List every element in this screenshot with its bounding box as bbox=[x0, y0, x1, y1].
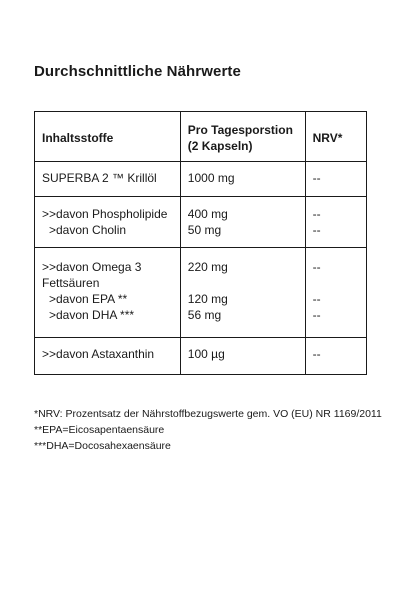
amount-value: 100 µg bbox=[187, 347, 225, 361]
nrv-cell bbox=[305, 248, 366, 338]
nrv-value: -- bbox=[312, 171, 321, 185]
ingredient-name: >>davon Phospholipide bbox=[42, 207, 168, 221]
spacer bbox=[313, 275, 359, 291]
table-row bbox=[35, 197, 367, 248]
ingredient-cell bbox=[35, 197, 181, 248]
nrv-cell bbox=[305, 338, 366, 375]
ingredient-name: >>davon Omega 3 Fettsäuren bbox=[42, 260, 142, 290]
amount-value: 1000 mg bbox=[187, 171, 235, 185]
nrv-value: -- bbox=[312, 292, 321, 306]
table-header-row bbox=[35, 112, 367, 162]
header-daily-portion bbox=[180, 112, 305, 162]
amount-cell bbox=[180, 338, 305, 375]
ingredient-cell bbox=[35, 162, 181, 197]
nrv-cell bbox=[305, 162, 366, 197]
ingredient-cell bbox=[35, 248, 181, 338]
nrv-cell bbox=[305, 197, 366, 248]
header-nrv: NRV* bbox=[305, 112, 366, 162]
ingredient-cell bbox=[35, 338, 181, 375]
ingredient-name: SUPERBA 2 ™ Krillöl bbox=[42, 171, 157, 185]
footnote-nrv: *NRV: Prozentsatz der Nährstoffbezugswerte gem. VO (EU) NR 1169/2011 bbox=[34, 408, 382, 420]
nrv-value: -- bbox=[312, 347, 321, 361]
amount-cell bbox=[180, 248, 305, 338]
ingredient-name: >davon DHA *** bbox=[49, 308, 135, 322]
ingredient-name: >davon EPA ** bbox=[49, 292, 128, 306]
amount-value: 400 mg bbox=[187, 207, 228, 221]
amount-cell bbox=[180, 162, 305, 197]
amount-value: 220 mg bbox=[187, 260, 228, 274]
page-title: Durchschnittliche Nährwerte bbox=[34, 63, 241, 80]
table-row bbox=[35, 338, 367, 375]
header-daily-portion-line1: Pro Tagesporstion bbox=[187, 123, 293, 137]
amount-value: 56 mg bbox=[187, 308, 222, 322]
nrv-value: -- bbox=[312, 260, 321, 274]
table-row bbox=[35, 162, 367, 197]
table-row bbox=[35, 248, 367, 338]
header-ingredients: Inhaltsstoffe bbox=[35, 112, 181, 162]
footnote-epa: **EPA=Eicosapentaensäure bbox=[34, 424, 165, 436]
ingredient-name: >davon Cholin bbox=[49, 223, 127, 237]
nrv-value: -- bbox=[312, 223, 321, 237]
footnote-dha: ***DHA=Docosahexaensäure bbox=[34, 440, 171, 452]
nrv-value: -- bbox=[312, 207, 321, 221]
nrv-value: -- bbox=[312, 308, 321, 322]
amount-cell bbox=[180, 197, 305, 248]
ingredient-name: >>davon Astaxanthin bbox=[42, 347, 155, 361]
spacer bbox=[188, 275, 298, 291]
amount-value: 120 mg bbox=[187, 292, 228, 306]
nutrition-table bbox=[34, 111, 367, 375]
footnotes bbox=[34, 406, 382, 454]
amount-value: 50 mg bbox=[187, 223, 222, 237]
header-daily-portion-line2: (2 Kapseln) bbox=[187, 139, 253, 153]
